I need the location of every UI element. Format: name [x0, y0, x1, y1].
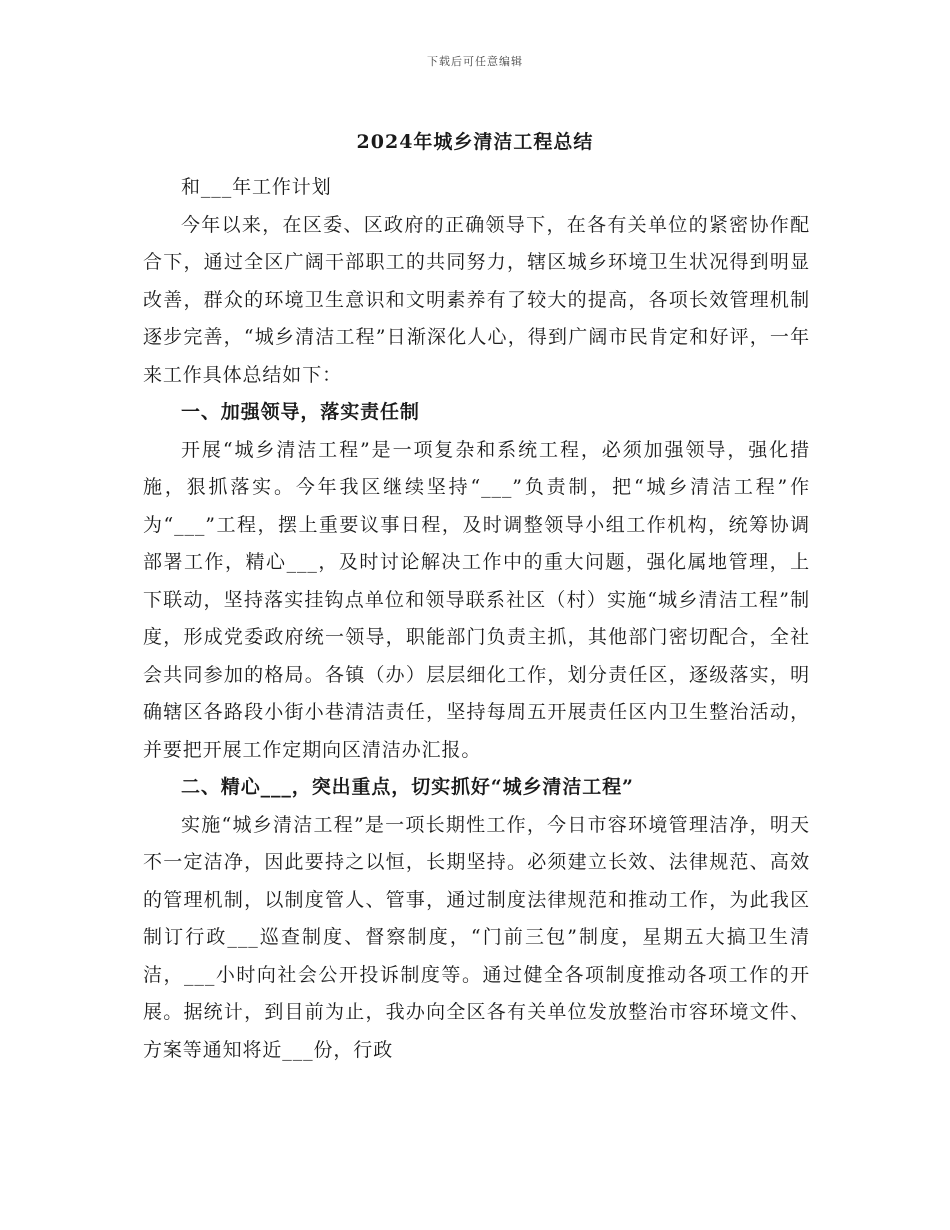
paragraph-subtitle: 和___年工作计划: [181, 176, 332, 198]
paragraph-intro: 今年以来，在区委、区政府的正确领导下，在各有关单位的紧密协作配合下，通过全区广阔干部职工的共同努力，辖区城乡环境卫生状况得到明显改善，群众的环境卫生意识和文明素养有了较大的提高，各项长效管理机制逐步完善，“城乡清洁工程”日渐深化人心，得到广阔市民肯定和好评，一年来工作具体总结如下：: [143, 213, 810, 386]
section-heading-2: 二、精心___，突出重点，切实抓好“城乡清洁工程”: [181, 776, 634, 798]
document-body: [143, 169, 810, 1069]
document-title: 2024年城乡清洁工程总结: [356, 131, 594, 153]
page-header-note: 下载后可任意编辑: [427, 55, 523, 68]
section-heading-1: 一、加强领导，落实责任制: [181, 401, 420, 423]
paragraph-section-1: 开展“城乡清洁工程”是一项复杂和系统工程，必须加强领导，强化措施，狠抓落实。今年我区继续坚持“___”负责制，把“城乡清洁工程”作为“___”工程，摆上重要议事日程，及时调整领导小组工作机构，统筹协调部署工作，精心___，及时讨论解决工作中的重大问题，强化属地管理，上下联动，坚持落实挂钩点单位和领导联系社区（村）实施“城乡清洁工程”制度，形成党委政府统一领导，职能部门负责主抓，其他部门密切配合，全社会共同参加的格局。各镇（办）层层细化工作，划分责任区，逐级落实，明确辖区各路段小街小巷清洁责任，坚持每周五开展责任区内卫生整治活动，并要把开展工作定期向区清洁办汇报。: [143, 438, 810, 761]
paragraph-section-2: 实施“城乡清洁工程”是一项长期性工作，今日市容环境管理洁净，明天不一定洁净，因此要持之以恒，长期坚持。必须建立长效、法律规范、高效的管理机制，以制度管人、管事，通过制度法律规范和推动工作，为此我区制订行政___巡查制度、督察制度，“门前三包”制度，星期五大搞卫生清洁，___小时向社会公开投诉制度等。通过健全各项制度推动各项工作的开展。据统计，到目前为止，我办向全区各有关单位发放整治市容环境文件、方案等通知将近___份，行政: [143, 813, 810, 1061]
